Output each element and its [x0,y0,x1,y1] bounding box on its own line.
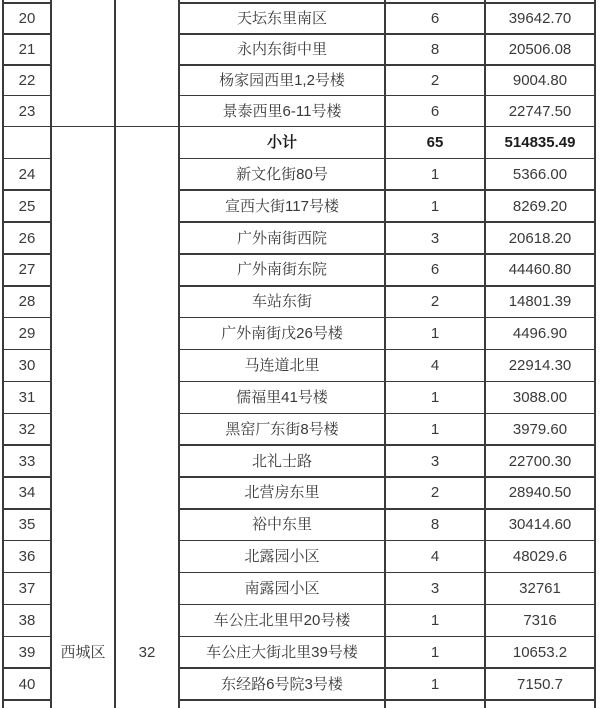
building-name-cell: 北礼士路 [251,452,312,470]
unit-count-cell: 2 [430,484,440,502]
area-amount-cell: 44460.80 [508,261,572,279]
unit-count-cell: 3 [430,229,440,247]
building-name-cell: 南露园小区 [244,579,320,597]
unit-count-cell: 4 [430,356,440,374]
district-count-cell: 32 [138,643,156,661]
unit-count-cell: 6 [430,102,440,120]
building-name-cell: 广外南街戊26号楼 [221,325,343,343]
row-number-cell: 33 [18,452,36,470]
row-number-cell: 28 [18,293,36,311]
area-amount-cell: 4496.90 [512,325,568,343]
unit-count-cell: 1 [430,165,440,183]
area-amount-cell: 514835.49 [504,133,576,151]
row-number-cell: 34 [18,484,36,502]
row-number-cell: 39 [18,643,36,661]
row-number-cell: 31 [18,388,36,406]
unit-count-cell: 2 [430,293,440,311]
building-name-cell: 车站东街 [251,293,312,311]
row-number-cell: 26 [18,229,36,247]
area-amount-cell: 22747.50 [508,102,572,120]
unit-count-cell: 1 [430,197,440,215]
area-amount-cell: 48029.6 [512,548,568,566]
area-amount-cell: 8269.20 [512,197,568,215]
area-amount-cell: 7150.7 [517,675,563,693]
row-number-cell: 37 [18,579,36,597]
row-number-cell: 25 [18,197,36,215]
building-name-cell: 广外南街东院 [236,261,327,279]
area-amount-cell: 22700.30 [508,452,572,470]
area-amount-cell: 3088.00 [512,388,568,406]
row-number-cell: 36 [18,548,36,566]
building-name-cell: 宣西大街117号楼 [225,197,339,215]
area-amount-cell: 32761 [519,579,561,597]
building-name-cell: 杨家园西里1,2号楼 [219,71,345,89]
unit-count-cell: 1 [430,420,440,438]
unit-count-cell: 1 [430,675,440,693]
unit-count-cell: 3 [430,452,440,470]
unit-count-cell: 6 [430,261,440,279]
unit-count-cell: 4 [430,548,440,566]
row-number-cell: 30 [18,356,36,374]
row-number-cell: 21 [18,40,36,58]
unit-count-cell: 6 [430,9,440,27]
unit-count-cell: 1 [430,325,440,343]
row-number-cell: 32 [18,420,36,438]
area-amount-cell: 7316 [523,611,557,629]
area-amount-cell: 3979.60 [512,420,568,438]
unit-count-cell: 1 [430,388,440,406]
row-number-cell: 23 [18,102,36,120]
unit-count-cell: 8 [430,40,440,58]
area-amount-cell: 20506.08 [508,40,572,58]
row-number-cell: 29 [18,325,36,343]
unit-count-cell: 2 [430,71,440,89]
building-name-cell: 北露园小区 [244,548,320,566]
area-amount-cell: 30414.60 [508,516,572,534]
area-amount-cell: 22914.30 [508,356,572,374]
building-name-cell: 马连道北里 [244,356,320,374]
building-name-cell: 广外南街西院 [236,229,327,247]
area-amount-cell: 5366.00 [512,165,568,183]
building-name-cell: 景泰西里6-11号楼 [222,102,342,120]
building-name-cell: 小计 [266,133,297,151]
grid-line [114,0,116,708]
unit-count-cell: 3 [430,579,440,597]
row-number-cell: 35 [18,516,36,534]
area-amount-cell: 20618.20 [508,229,572,247]
building-name-cell: 黑窑厂东街8号楼 [225,420,339,438]
unit-count-cell: 65 [426,133,444,151]
building-name-cell: 永内东街中里 [236,40,327,58]
row-number-cell: 27 [18,261,36,279]
unit-count-cell: 1 [430,643,440,661]
district-name-cell: 西城区 [60,643,106,661]
building-name-cell: 天坛东里南区 [236,9,327,27]
row-number-cell: 40 [18,675,36,693]
area-amount-cell: 10653.2 [512,643,568,661]
area-amount-cell: 14801.39 [508,293,572,311]
building-name-cell: 东经路6号院3号楼 [221,675,343,693]
area-amount-cell: 9004.80 [512,71,568,89]
row-number-cell: 24 [18,165,36,183]
unit-count-cell: 1 [430,611,440,629]
area-amount-cell: 39642.70 [508,9,572,27]
building-name-cell: 儒福里41号楼 [236,388,328,406]
row-number-cell [3,127,51,159]
building-name-cell: 车公庄北里甲20号楼 [213,611,351,629]
building-name-cell: 车公庄大街北里39号楼 [206,643,358,661]
row-number-cell: 38 [18,611,36,629]
building-name-cell: 新文化街80号 [236,165,328,183]
building-name-cell: 裕中东里 [251,516,312,534]
row-number-cell: 20 [18,9,36,27]
building-name-cell: 北营房东里 [244,484,320,502]
row-number-cell: 22 [18,71,36,89]
area-amount-cell: 28940.50 [508,484,572,502]
unit-count-cell: 8 [430,516,440,534]
